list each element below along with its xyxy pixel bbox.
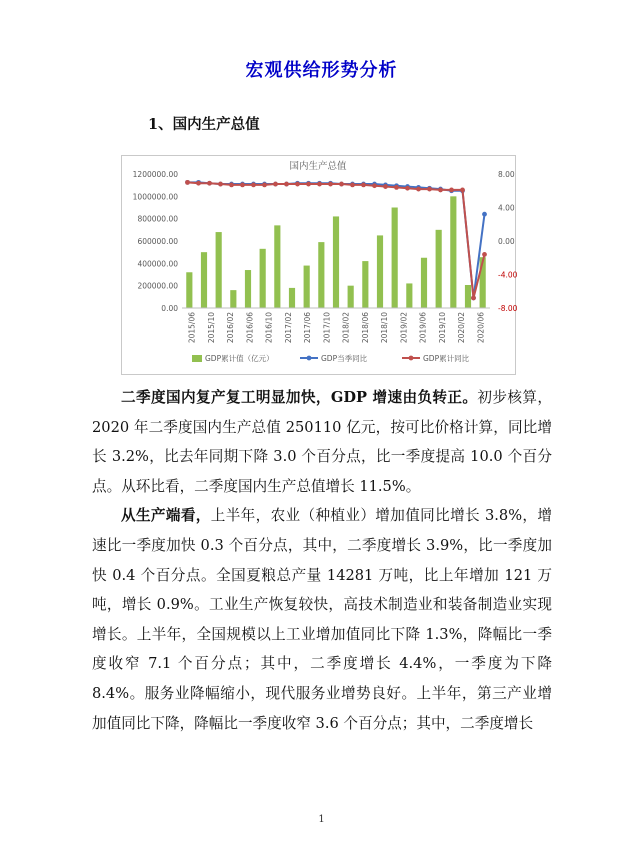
x-tick-label: 2015/10 bbox=[206, 312, 216, 344]
series-point bbox=[405, 186, 410, 191]
gdp-bar bbox=[333, 216, 339, 308]
chart-title: 国内生产总值 bbox=[289, 161, 347, 172]
series-point bbox=[427, 187, 432, 192]
x-tick-label: 2018/02 bbox=[341, 312, 351, 344]
series-point bbox=[196, 181, 201, 186]
y-left-tick-label: 0.00 bbox=[161, 304, 178, 313]
series-point bbox=[284, 182, 289, 187]
x-tick-label: 2019/02 bbox=[399, 312, 409, 344]
series-point bbox=[295, 182, 300, 187]
gdp-bar bbox=[245, 270, 251, 308]
series-point bbox=[438, 188, 443, 193]
gdp-bar bbox=[348, 286, 354, 308]
y-left-tick-label: 200000.00 bbox=[137, 281, 178, 291]
paragraph-2-body: 上半年，农业（种植业）增加值同比增长 3.8%，增速比一季度加快 0.3 个百分点，其中，二季度增长 3.9%，比一季度加快 0.4 个百分点。全国夏粮总产量 14281 万吨，比上年增加 121 万吨，增长 0.9%。工业生产恢复较快，高技术制造业和装备制造业实现增长。上半年，全国规模以上工业增加值同比下降 1.3%，降幅比一季度收窄 7.1 个百分点；其中，二季度增长 4.4%，一季度为下降 8.4%。服务业降幅缩小，现代服务业增势良好。上半年，第三产业增加值同比下降，降幅比一季度收窄 3.6 个百分点；其中，二季度增长 bbox=[92, 507, 552, 732]
legend-swatch-marker bbox=[307, 356, 312, 361]
x-tick-label: 2018/10 bbox=[380, 312, 390, 344]
paragraph-2 bbox=[92, 501, 552, 738]
y-right-tick-label: 4.00 bbox=[498, 203, 515, 213]
series-point bbox=[383, 184, 388, 189]
series-point bbox=[273, 182, 278, 187]
y-left-tick-label: 1200000.00 bbox=[132, 170, 178, 179]
series-point bbox=[306, 182, 311, 187]
series-point bbox=[185, 180, 190, 185]
series-point bbox=[229, 182, 234, 187]
page-number: 1 bbox=[318, 814, 325, 825]
x-tick-label: 2015/06 bbox=[187, 312, 197, 344]
legend-label: GDP累计值（亿元） bbox=[205, 354, 274, 363]
y-left-tick-label: 1000000.00 bbox=[132, 192, 178, 202]
series-point bbox=[449, 188, 454, 193]
x-tick-label: 2019/10 bbox=[437, 312, 447, 344]
y-right-tick-label: -8.00 bbox=[498, 304, 518, 313]
series-point bbox=[240, 182, 245, 187]
gdp-bar bbox=[318, 242, 324, 308]
series-point bbox=[207, 181, 212, 186]
gdp-bar bbox=[450, 196, 456, 308]
gdp-bar bbox=[421, 258, 427, 308]
x-tick-label: 2016/10 bbox=[264, 312, 274, 344]
x-tick-label: 2017/06 bbox=[303, 312, 313, 344]
y-right-tick-label: 0.00 bbox=[498, 237, 515, 246]
x-tick-label: 2018/06 bbox=[360, 312, 370, 344]
y-left-tick-label: 600000.00 bbox=[137, 237, 178, 246]
paragraph-2-lead: 从生产端看， bbox=[121, 507, 211, 525]
series-point bbox=[251, 182, 256, 187]
series-point bbox=[350, 182, 355, 187]
series-point bbox=[460, 188, 465, 193]
gdp-chart-svg bbox=[122, 156, 518, 374]
legend-label: GDP当季同比 bbox=[321, 354, 368, 363]
gdp-bar bbox=[260, 249, 266, 308]
y-left-tick-label: 400000.00 bbox=[137, 259, 178, 269]
gdp-bar bbox=[392, 208, 398, 309]
series-point bbox=[218, 182, 223, 187]
gdp-bar bbox=[216, 232, 222, 308]
gdp-chart bbox=[121, 155, 516, 375]
x-tick-label: 2017/02 bbox=[283, 312, 293, 344]
series-point bbox=[372, 183, 377, 188]
gdp-bar bbox=[230, 290, 236, 308]
series-point bbox=[361, 182, 366, 187]
gdp-bar bbox=[201, 252, 207, 308]
x-tick-label: 2016/06 bbox=[245, 312, 255, 344]
y-left-tick-label: 800000.00 bbox=[137, 214, 178, 224]
x-tick-label: 2016/02 bbox=[226, 312, 236, 344]
y-right-tick-label: -4.00 bbox=[498, 270, 518, 280]
x-tick-label: 2020/06 bbox=[476, 312, 486, 344]
series-point bbox=[471, 296, 476, 301]
series-point bbox=[262, 182, 267, 187]
gdp-bar bbox=[304, 266, 310, 308]
document-title: 宏观供给形势分析 bbox=[245, 60, 398, 81]
section-heading: 1、国内生产总值 bbox=[148, 116, 260, 133]
x-tick-label: 2020/02 bbox=[457, 312, 467, 344]
series-point bbox=[317, 182, 322, 187]
series-point bbox=[416, 187, 421, 192]
gdp-bar bbox=[362, 261, 368, 308]
series-point bbox=[339, 182, 344, 187]
paragraph-1-body: 初步核算，2020 年二季度国内生产总值 250110 亿元，按可比价格计算，同比增长 3.2%，比去年同期下降 3.0 个百分点，比一季度提高 10.0 个百分点。从环比看，二季度国内生产总值增长 11.5%。 bbox=[92, 389, 552, 495]
gdp-bar bbox=[186, 272, 192, 308]
gdp-bar bbox=[436, 230, 442, 308]
series-point bbox=[482, 252, 487, 257]
gdp-bar bbox=[465, 285, 471, 308]
x-tick-label: 2019/06 bbox=[418, 312, 428, 344]
paragraph-1 bbox=[92, 383, 552, 501]
paragraph-1-lead: 二季度国内复产复工明显加快，GDP 增速由负转正。 bbox=[121, 389, 478, 406]
legend-label: GDP累计同比 bbox=[423, 354, 470, 363]
series-point bbox=[328, 182, 333, 187]
x-tick-label: 2017/10 bbox=[322, 312, 332, 344]
gdp-bar bbox=[377, 235, 383, 308]
legend-swatch-bar bbox=[192, 355, 202, 362]
series-point bbox=[394, 185, 399, 190]
gdp-bar bbox=[289, 288, 295, 308]
y-right-tick-label: 8.00 bbox=[498, 170, 515, 179]
gdp-bar bbox=[406, 283, 412, 308]
body-text bbox=[92, 383, 552, 738]
gdp-bar bbox=[274, 225, 280, 308]
legend-swatch-marker bbox=[409, 356, 414, 361]
series-point bbox=[482, 212, 487, 217]
